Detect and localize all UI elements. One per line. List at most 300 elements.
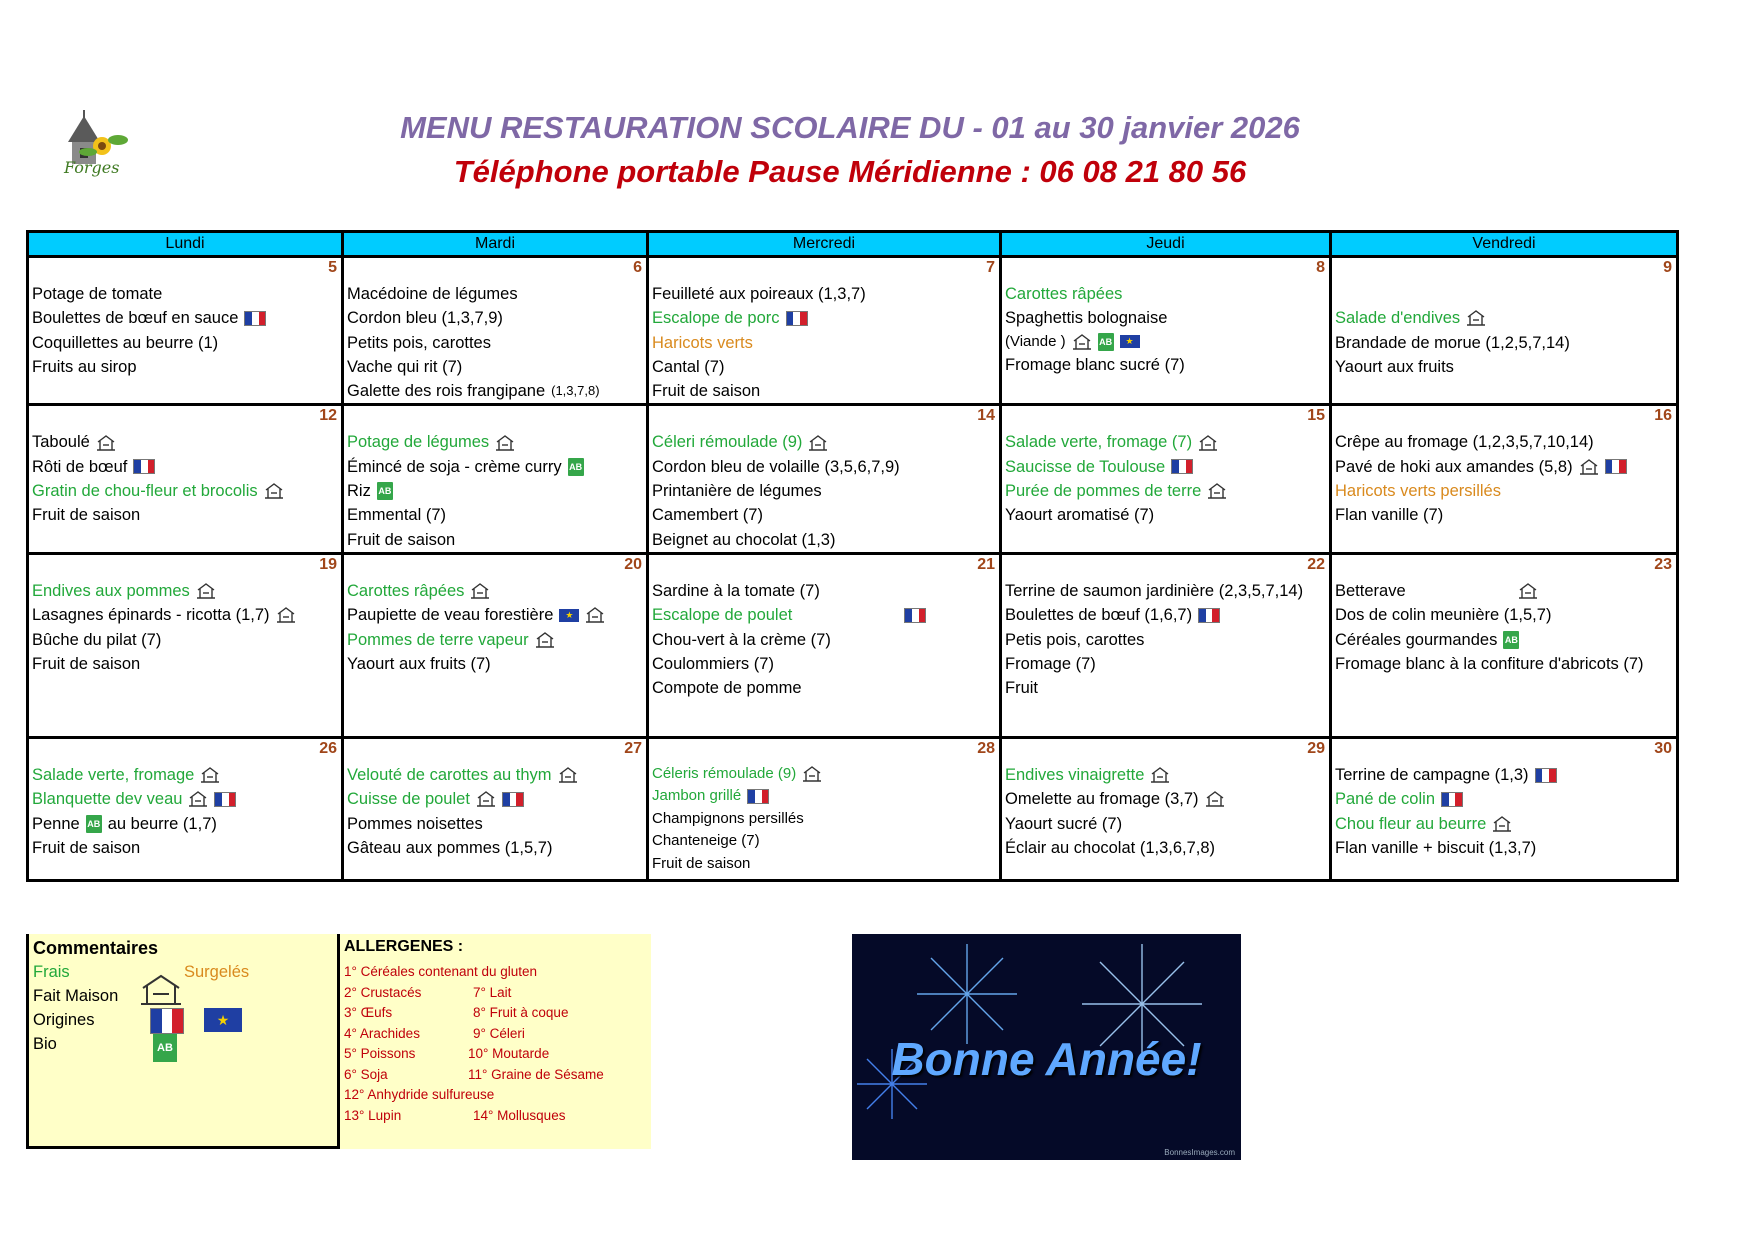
menu-item-text: Champignons persillés: [652, 809, 804, 827]
week-row: [28, 737, 1678, 880]
house-icon: [1466, 309, 1486, 327]
menu-item-text: Penne: [32, 814, 80, 833]
allergen-item: 4° Arachides: [344, 1025, 420, 1041]
menu-item-text: Pavé de hoki aux amandes (5,8): [1335, 457, 1573, 476]
day-number: 6: [633, 259, 642, 276]
menu-item: [32, 836, 341, 860]
menu-item-text: Spaghettis bolognaise: [1005, 309, 1168, 328]
menu-item: [1335, 430, 1676, 454]
new-year-image: [852, 934, 1241, 1160]
menu-item-text: Galette des rois frangipane: [347, 382, 546, 401]
menu-item: [1005, 430, 1329, 454]
menu-item-text: Yaourt aux fruits: [1335, 357, 1454, 376]
menu-item: [652, 785, 999, 808]
logo-text: Forges: [64, 158, 120, 177]
menu-item: [347, 603, 646, 627]
menu-item: [347, 812, 646, 836]
menu-item-text: Crêpe au fromage (1,2,3,5,7,10,14): [1335, 433, 1594, 452]
menu-item-text: Pané de colin: [1335, 790, 1435, 809]
menu-list: [1332, 739, 1676, 860]
day-cell: [1331, 405, 1678, 553]
menu-item: [1335, 603, 1676, 627]
menu-item: [1005, 353, 1329, 377]
menu-item-text: Haricots verts: [652, 333, 753, 352]
menu-item: [1005, 652, 1329, 676]
menu-item-text: Céleri rémoulade (9): [652, 433, 803, 452]
day-cell: [1001, 405, 1331, 553]
menu-item-text: [1335, 282, 1340, 306]
menu-item-text: Pommes de terre vapeur: [347, 630, 529, 649]
weekday-mercredi: Mercredi: [648, 232, 1001, 257]
day-number: 28: [977, 739, 995, 757]
menu-table: [26, 230, 1679, 882]
house-icon: [802, 765, 822, 783]
menu-item-text: Fruit: [1005, 679, 1038, 698]
menu-item: [32, 355, 341, 379]
allergen-item: 13° Lupin: [344, 1107, 402, 1123]
french-flag-icon: [904, 608, 926, 623]
menu-item-text: Purée de pommes de terre: [1005, 482, 1202, 501]
menu-list: [344, 258, 646, 403]
comments-title: Commentaires: [33, 938, 159, 958]
menu-item-text: Petits pois, carottes: [347, 333, 491, 352]
menu-item: [652, 355, 999, 379]
menu-list: [29, 555, 341, 676]
allergens-title: ALLERGENES :: [344, 938, 464, 955]
menu-item-text: Rôti de bœuf: [32, 457, 128, 476]
menu-item-text: Salade verte, fromage (7): [1005, 433, 1193, 452]
allergen-item: 8° Fruit à coque: [473, 1005, 569, 1020]
menu-item-text: Escalope de porc: [652, 309, 780, 328]
menu-item-text: Chou fleur au beurre: [1335, 814, 1487, 833]
menu-item-text: Bûche du pilat (7): [32, 630, 162, 649]
day-number: 9: [1663, 259, 1672, 276]
day-number: 20: [624, 555, 642, 573]
weekday-jeudi: Jeudi: [1001, 232, 1331, 257]
greeting-text: Bonne Année!: [891, 1033, 1202, 1085]
menu-item: [32, 652, 341, 676]
menu-item-text: Terrine de saumon jardinière (2,3,5,7,14): [1005, 581, 1304, 600]
menu-item: [347, 282, 646, 306]
menu-item-text: Salade d'endives: [1335, 309, 1461, 328]
menu-item-text: Vache qui rit (7): [347, 357, 463, 376]
image-credit: BonnesImages.com: [1164, 1148, 1235, 1157]
comments-box: [26, 934, 340, 1149]
day-cell: [648, 553, 1001, 737]
menu-item-text: Lasagnes épinards - ricotta (1,7): [32, 606, 270, 625]
house-icon: [1205, 790, 1225, 808]
menu-item: [347, 331, 646, 355]
day-number: 29: [1307, 739, 1325, 757]
menu-item-text: Fruit de saison: [652, 382, 761, 401]
day-number: 30: [1654, 739, 1672, 757]
french-flag-icon: [502, 792, 524, 807]
menu-item: [347, 763, 646, 787]
ab-bio-icon: AB: [377, 482, 393, 500]
house-icon: [188, 790, 208, 808]
menu-item: [347, 379, 646, 403]
menu-item: [1335, 652, 1676, 676]
french-flag-icon: [1171, 459, 1193, 474]
menu-item-text: Escalope de poulet: [652, 606, 793, 625]
menu-item: [347, 579, 646, 603]
menu-item: [1335, 331, 1676, 355]
menu-item: [32, 579, 341, 603]
menu-item-text: Camembert (7): [652, 506, 763, 525]
menu-item-text: Céréales gourmandes: [1335, 630, 1498, 649]
menu-item-text: (Viande ): [1005, 332, 1066, 350]
menu-item-text: Macédoine de légumes: [347, 285, 518, 303]
menu-item-text: Yaourt aux fruits (7): [347, 654, 491, 673]
menu-item-text: Cantal (7): [652, 357, 725, 376]
house-icon: [264, 482, 284, 500]
menu-item: [652, 282, 999, 306]
day-number: 8: [1316, 259, 1325, 276]
menu-item-text: Éclair au chocolat (1,3,6,7,8): [1005, 838, 1216, 857]
menu-item-text: Potage de légumes: [347, 433, 490, 452]
menu-list: [29, 258, 341, 379]
menu-item: [32, 628, 341, 652]
ab-bio-icon: AB: [1503, 631, 1519, 649]
menu-item-text: Endives aux pommes: [32, 581, 190, 600]
day-cell: [648, 737, 1001, 880]
menu-item-text: Céleris rémoulade (9): [652, 764, 797, 782]
menu-item-text: Beignet au chocolat (1,3): [652, 530, 836, 549]
french-flag-icon: [150, 1008, 184, 1034]
menu-item: [347, 455, 646, 479]
menu-item-text: Boulettes de bœuf en sauce: [32, 309, 239, 328]
day-cell: [343, 257, 648, 405]
menu-item: [347, 652, 646, 676]
menu-item: [347, 355, 646, 379]
house-icon: [196, 582, 216, 600]
house-icon: [1518, 582, 1538, 600]
menu-item: [652, 455, 999, 479]
menu-item-text: Yaourt aromatisé (7): [1005, 506, 1155, 525]
menu-item-text: Fromage (7): [1005, 654, 1096, 673]
menu-item: [347, 787, 646, 811]
menu-item-text: Cordon bleu (1,3,7,9): [347, 309, 503, 328]
menu-item-text: Brandade de morue (1,2,5,7,14): [1335, 333, 1570, 352]
menu-item: [1005, 812, 1329, 836]
menu-item: [1005, 479, 1329, 503]
french-flag-icon: [786, 311, 808, 326]
menu-item-text: Salade verte, fromage: [32, 765, 195, 784]
menu-item-text: Émincé de soja - crème curry: [347, 457, 562, 476]
day-number: 7: [986, 259, 995, 276]
menu-item: [347, 836, 646, 860]
menu-item: [652, 830, 999, 853]
allergen-item: 7° Lait: [473, 984, 512, 1000]
menu-item: [1005, 455, 1329, 479]
menu-item-text: Endives vinaigrette: [1005, 765, 1145, 784]
menu-item-text: Fruits au sirop: [32, 357, 137, 376]
menu-item-text: Taboulé: [32, 433, 90, 452]
menu-item: [1335, 812, 1676, 836]
house-icon: [808, 434, 828, 452]
menu-item-text: Chanteneige (7): [652, 832, 760, 850]
house-icon: [1072, 333, 1092, 351]
menu-item: [652, 652, 999, 676]
menu-item: [1005, 603, 1329, 627]
menu-item: [652, 503, 999, 527]
day-number: 15: [1307, 407, 1325, 425]
menu-item-text: Coulommiers (7): [652, 654, 774, 673]
menu-item: [1335, 628, 1676, 652]
allergen-item: 10° Moutarde: [468, 1046, 550, 1061]
house-icon: [96, 434, 116, 452]
allergen-note: (1,3,7,8): [551, 383, 600, 399]
menu-item: [1005, 787, 1329, 811]
eu-flag-icon: ★: [559, 609, 579, 622]
menu-item: [32, 812, 341, 836]
house-icon: [1198, 434, 1218, 452]
phone-line: Téléphone portable Pause Méridienne : 06 08 21 80 56: [453, 154, 1247, 189]
day-number: 26: [319, 739, 337, 757]
menu-item-text: Carottes râpées: [1005, 285, 1123, 303]
menu-item: [1005, 503, 1329, 527]
house-icon: [470, 582, 490, 600]
french-flag-icon: [747, 789, 769, 804]
menu-list: [344, 406, 646, 551]
menu-list: [1002, 555, 1329, 700]
menu-item-text: Betterave: [1335, 581, 1406, 600]
day-cell: [28, 257, 343, 405]
day-number: 14: [977, 407, 995, 425]
menu-item-text: Cordon bleu de volaille (3,5,6,7,9): [652, 457, 900, 476]
menu-item: [1005, 676, 1329, 700]
menu-item: [652, 306, 999, 330]
legend-frais: Frais: [33, 963, 70, 981]
menu-item: [32, 603, 341, 627]
menu-item: [32, 763, 341, 787]
ab-bio-icon: AB: [568, 458, 584, 476]
allergen-item: 2° Crustacés: [344, 984, 422, 1000]
menu-item: [1335, 455, 1676, 479]
menu-item-text: Flan vanille + biscuit (1,3,7): [1335, 838, 1537, 857]
menu-item: [652, 676, 999, 700]
day-number: 16: [1654, 407, 1672, 425]
menu-list: [649, 555, 999, 700]
menu-item: [347, 430, 646, 454]
house-icon: [1207, 482, 1227, 500]
allergens-box: [340, 934, 651, 1149]
menu-list: [1332, 406, 1676, 527]
menu-item-text: Terrine de campagne (1,3): [1335, 765, 1529, 784]
menu-item: [32, 306, 341, 330]
menu-item-text: Riz: [347, 482, 371, 501]
legend-area: [26, 934, 651, 1149]
menu-item: [347, 503, 646, 527]
menu-item: [32, 455, 341, 479]
menu-item-text: Gâteau aux pommes (1,5,7): [347, 838, 553, 857]
menu-list: [1002, 258, 1329, 377]
menu-item-text: Flan vanille (7): [1335, 506, 1444, 525]
house-icon: [495, 434, 515, 452]
menu-item-text: Fromage blanc sucré (7): [1005, 356, 1185, 375]
menu-item-text: Chou-vert à la crème (7): [652, 630, 831, 649]
menu-item: [1335, 479, 1676, 503]
french-flag-icon: [1441, 792, 1463, 807]
menu-item-text: Sardine à la tomate (7): [652, 581, 820, 600]
french-flag-icon: [214, 792, 236, 807]
menu-item-text: Carottes râpées: [347, 581, 465, 600]
menu-item: [652, 379, 999, 403]
menu-list: [649, 406, 999, 551]
menu-item: [652, 479, 999, 503]
house-icon: [476, 790, 496, 808]
menu-list: [29, 406, 341, 527]
menu-item-text: Haricots verts persillés: [1335, 482, 1501, 501]
allergen-item: 1° Céréales contenant du gluten: [344, 964, 538, 979]
day-number: 22: [1307, 555, 1325, 573]
french-flag-icon: [1535, 768, 1557, 783]
menu-item: [32, 430, 341, 454]
menu-item: [1335, 282, 1676, 306]
day-cell: [1331, 553, 1678, 737]
menu-item-text: Petis pois, carottes: [1005, 630, 1145, 649]
menu-item-text: Saucisse de Toulouse: [1005, 457, 1166, 476]
menu-item-text: Jambon grillé: [652, 787, 742, 805]
menu-item: [1335, 306, 1676, 330]
eu-flag-icon: ★: [204, 1008, 242, 1032]
menu-item: [652, 579, 999, 603]
week-row: [28, 553, 1678, 737]
menu-list: [1332, 555, 1676, 676]
menu-item: [32, 787, 341, 811]
menu-item: [652, 331, 999, 355]
menu-list: [1002, 739, 1329, 860]
menu-item-text: Velouté de carottes au thym: [347, 765, 552, 784]
weekday-vendredi: Vendredi: [1331, 232, 1678, 257]
allergen-item: 14° Mollusques: [473, 1107, 566, 1123]
menu-item-text: Compote de pomme: [652, 679, 802, 698]
menu-item: [32, 282, 341, 306]
menu-list: [1332, 258, 1676, 379]
house-icon: [200, 766, 220, 784]
day-number: 21: [977, 555, 995, 573]
menu-item-text: Blanquette dev veau: [32, 790, 183, 809]
day-cell: [1001, 257, 1331, 405]
menu-item: [347, 628, 646, 652]
week-row: [28, 257, 1678, 405]
legend-origines: Origines: [33, 1011, 95, 1029]
day-cell: [1001, 553, 1331, 737]
day-cell: [343, 737, 648, 880]
menu-item-text: Fruit de saison: [32, 654, 141, 673]
menu-item-text: Gratin de chou-fleur et brocolis: [32, 482, 258, 501]
menu-item: [347, 528, 646, 552]
menu-item-text: Fruit de saison: [32, 838, 141, 857]
day-number: 5: [328, 259, 337, 276]
menu-item-text: Feuilleté aux poireaux (1,3,7): [652, 285, 866, 303]
menu-item: [1005, 628, 1329, 652]
house-icon: [535, 631, 555, 649]
day-cell: [648, 257, 1001, 405]
french-flag-icon: [1605, 459, 1627, 474]
menu-item: [1335, 355, 1676, 379]
menu-list: [649, 739, 999, 876]
allergen-item: 11° Graine de Sésame: [468, 1066, 604, 1082]
menu-title: MENU RESTAURATION SCOLAIRE DU - 01 au 30 janvier 2026: [400, 110, 1300, 145]
house-icon: [1579, 458, 1599, 476]
menu-list: [29, 739, 341, 860]
menu-item-text: Pommes noisettes: [347, 814, 483, 833]
menu-list: [649, 258, 999, 403]
day-cell: [28, 405, 343, 553]
menu-item: [1005, 579, 1329, 603]
house-icon: [585, 606, 605, 624]
menu-item-text: Dos de colin meunière (1,5,7): [1335, 606, 1552, 625]
menu-item-text: Fruit de saison: [347, 530, 456, 549]
menu-item-text-after: au beurre (1,7): [107, 814, 217, 833]
menu-item-text: Fruit de saison: [32, 506, 141, 525]
house-icon: [1150, 766, 1170, 784]
menu-item-text: Omelette au fromage (3,7): [1005, 790, 1199, 809]
house-icon: [139, 974, 183, 1011]
allergen-item: 6° Soja: [344, 1066, 388, 1082]
french-flag-icon: [244, 311, 266, 326]
ab-bio-icon: AB: [86, 815, 102, 833]
menu-item: [32, 331, 341, 355]
legend-bio: Bio: [33, 1035, 57, 1053]
menu-item: [347, 479, 646, 503]
house-icon: [558, 766, 578, 784]
day-cell: [1331, 737, 1678, 880]
menu-item: [652, 763, 999, 786]
menu-item: [1005, 331, 1329, 354]
day-cell: [1001, 737, 1331, 880]
house-icon: [1492, 815, 1512, 833]
legend-fait-maison: Fait Maison: [33, 987, 119, 1005]
menu-item: [652, 628, 999, 652]
menu-item: [1335, 787, 1676, 811]
menu-item: [652, 603, 999, 627]
day-cell: [28, 553, 343, 737]
house-icon: [276, 606, 296, 624]
legend-surgeles: Surgelés: [184, 963, 250, 981]
menu-item: [347, 306, 646, 330]
day-number: 27: [624, 739, 642, 757]
menu-item: [1005, 836, 1329, 860]
ab-bio-icon: AB: [1098, 333, 1114, 351]
menu-item: [652, 430, 999, 454]
french-flag-icon: [133, 459, 155, 474]
menu-item-text: Paupiette de veau forestière: [347, 606, 554, 625]
menu-item-text: Coquillettes au beurre (1): [32, 333, 219, 352]
eu-flag-icon: ★: [1120, 335, 1140, 348]
weekday-mardi: Mardi: [343, 232, 648, 257]
menu-list: [344, 739, 646, 860]
menu-item-text: Yaourt sucré (7): [1005, 814, 1123, 833]
week-row: [28, 405, 1678, 553]
weekday-lundi: Lundi: [28, 232, 343, 257]
menu-item-text: Fruit de saison: [652, 854, 751, 872]
menu-item-text: Boulettes de bœuf (1,6,7): [1005, 606, 1193, 625]
menu-item: [32, 503, 341, 527]
weekday-header: [28, 232, 1678, 257]
menu-item: [1335, 836, 1676, 860]
menu-item: [1005, 763, 1329, 787]
day-number: 12: [319, 407, 337, 425]
day-cell: [1331, 257, 1678, 405]
menu-item-text: Potage de tomate: [32, 285, 163, 303]
day-cell: [648, 405, 1001, 553]
menu-item: [1335, 763, 1676, 787]
allergen-item: 12° Anhydride sulfureuse: [344, 1087, 495, 1102]
day-number: 19: [319, 555, 337, 573]
menu-item: [652, 528, 999, 552]
